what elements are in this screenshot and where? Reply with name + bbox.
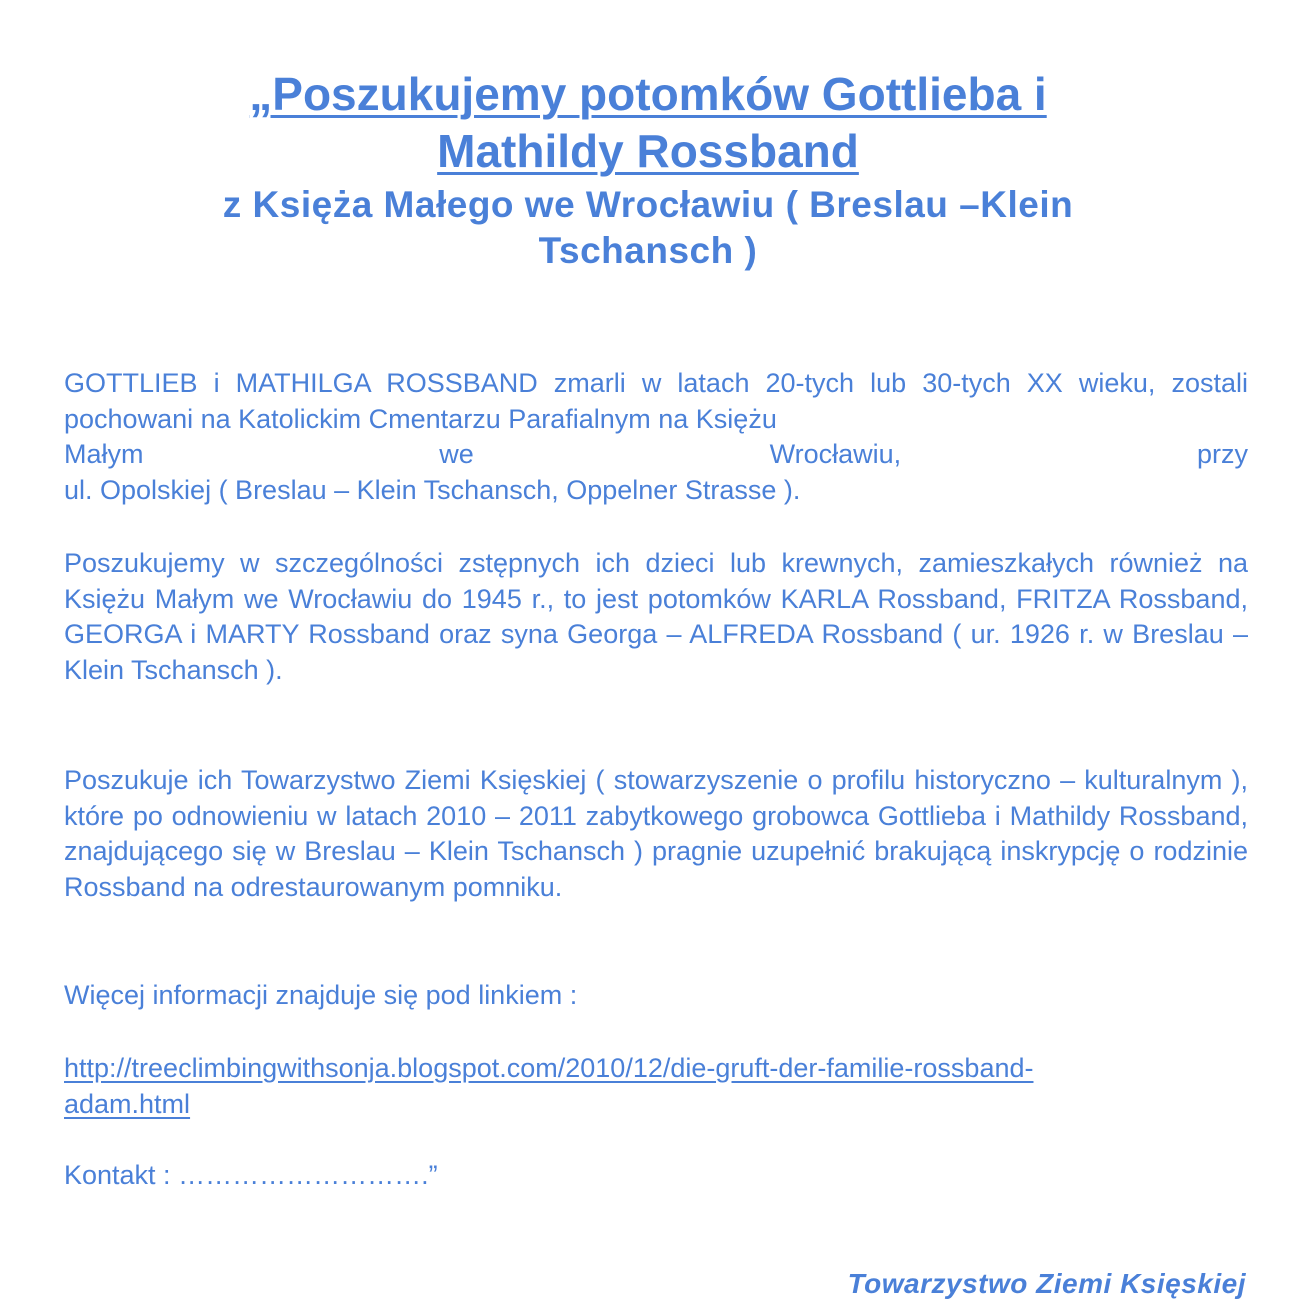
- info-link[interactable]: [64, 1051, 1248, 1122]
- paragraph-1-text: GOTTLIEB i MATHILGA ROSSBAND zmarli w latach 20-tych lub 30-tych XX wieku, zostali pochowani na Katolickim Cmentarzu Parafialnym na Księżu: [64, 368, 1248, 434]
- page-title: [0, 66, 1296, 180]
- p1-word-przy: przy: [1196, 439, 1248, 469]
- paragraph-1-line-4: ul. Opolskiej ( Breslau – Klein Tschansch, Oppelner Strasse ).: [64, 474, 801, 505]
- page-subtitle: [0, 182, 1296, 274]
- subtitle-line-1: z Księża Małego we Wrocławiu ( Breslau –Klein: [222, 184, 1074, 225]
- signature: Towarzystwo Ziemi Księskiej: [847, 1268, 1246, 1299]
- title-line-1: „Poszukujemy potomków Gottlieba i: [249, 68, 1047, 120]
- paragraph-1-line-3: [64, 437, 1248, 473]
- title-line-2: Mathildy Rossband: [437, 125, 859, 177]
- paragraph-deceased-info: [64, 366, 1248, 508]
- contact-line: Kontakt : ……………………….”: [64, 1160, 438, 1190]
- p1-word-wroclawiu: Wrocławiu,: [769, 439, 902, 469]
- info-link-line-1[interactable]: http://treeclimbingwithsonja.blogspot.com/2010/12/die-gruft-der-familie-rossband-: [64, 1053, 1034, 1083]
- info-link-line-2[interactable]: adam.html: [64, 1088, 191, 1119]
- paragraph-search-descendants: Poszukujemy w szczególności zstępnych ich dzieci lub krewnych, zamieszkałych również na Księżu Małym we Wrocławiu do 1945 r., to jest potomków KARLA Rossband, FRITZA Rossband, GEORGA i MARTY Rossband oraz syna Georga – ALFREDA Rossband ( ur. 1926 r. w Breslau – Klein Tschansch ).: [64, 548, 1248, 685]
- subtitle-line-2: Tschansch ): [538, 230, 758, 271]
- paragraph-more-info: Więcej informacji znajduje się pod linkiem :: [64, 980, 578, 1010]
- p1-word-we: we: [439, 439, 474, 469]
- p1-word-malym: Małym: [64, 439, 144, 469]
- header: [0, 66, 1296, 274]
- paragraph-society-info: Poszukuje ich Towarzystwo Ziemi Księskiej ( stowarzyszenie o profilu historyczno – kulturalnym ), które po odnowieniu w latach 2010 – 2011 zabytkowego grobowca Gottlieba i Mathildy Rossband, znajdującego się w Breslau – Klein Tschansch ) pragnie uzupełnić brakującą inskrypcję o rodzinie Rossband na odrestaurowanym pomniku.: [64, 765, 1248, 902]
